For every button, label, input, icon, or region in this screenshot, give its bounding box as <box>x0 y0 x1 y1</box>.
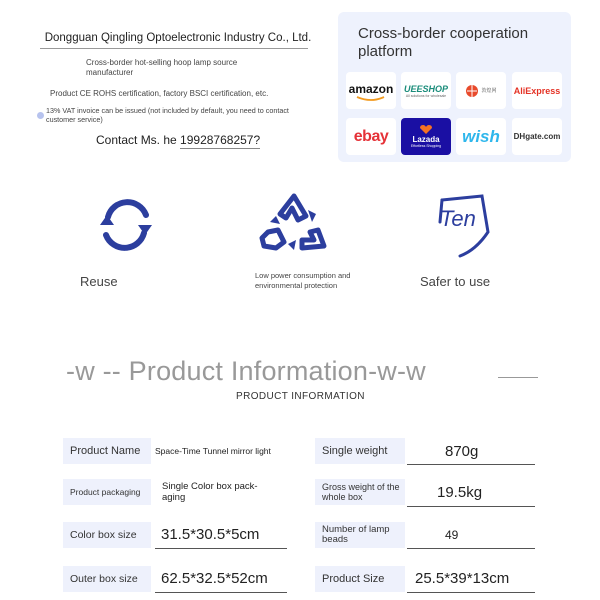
reuse-icon <box>94 193 158 257</box>
contact-phone[interactable]: 19928768257? <box>180 133 261 147</box>
ueeshop-logo-text: UEESHOP <box>403 83 448 94</box>
aliexpress-logo[interactable] <box>512 72 562 109</box>
label-gross-weight: Gross weight of the whole box <box>315 479 405 505</box>
feature-eco-label: Low power consumption and environmental protection <box>255 271 351 290</box>
cooperation-panel <box>338 12 571 162</box>
value-outer-box-size: 62.5*32.5*52cm <box>155 565 287 593</box>
wish-logo[interactable] <box>456 118 506 155</box>
ueeshop-logo[interactable] <box>401 72 451 109</box>
certification-text: Product CE ROHS certification, factory BSCI certification, etc. <box>50 89 269 98</box>
value-gross-weight: 19.5kg <box>407 479 535 507</box>
amazon-smile-icon <box>356 96 386 102</box>
product-info-title: -w -- Product Information-w-w <box>66 356 426 386</box>
label-lamp-beads: Number of lamp beads <box>315 522 405 548</box>
value-single-weight: 870g <box>407 438 535 465</box>
feature-safe-label: Safer to use <box>420 274 491 289</box>
manufacturer-text: Cross-border hot-selling hoop lamp source manufacturer <box>86 58 238 77</box>
wish-logo-text: wish <box>462 126 500 146</box>
lazada-logo-text: Lazada <box>412 135 440 144</box>
value-product-name: Space-Time Tunnel mirror light <box>155 446 271 456</box>
lazada-heart-icon <box>419 125 433 135</box>
vat-text: 13% VAT invoice can be issued (not included by default, you need to contact customer service) <box>46 106 289 124</box>
label-color-box-size: Color box size <box>63 522 151 548</box>
label-product-size: Product Size <box>315 566 405 592</box>
company-underline <box>40 48 308 49</box>
cooperation-title: Cross-border cooperation platform <box>358 25 529 60</box>
ebay-logo-text: ebay <box>353 127 389 145</box>
ueeshop-tagline: All solutions for wholesale <box>405 93 447 98</box>
dhgate-logo-text: DHgate.com <box>513 132 561 141</box>
company-name: Dongguan Qingling Optoelectronic Industry Co., Ltd. <box>44 32 312 44</box>
label-product-name: Product Name <box>63 438 151 464</box>
aliexpress-logo-text: AliExpress <box>513 85 561 96</box>
value-product-packaging: Single Color box pack-aging <box>162 481 258 503</box>
product-info-title-line <box>498 377 538 378</box>
dhgate-logo[interactable] <box>512 118 562 155</box>
bullet-dot <box>37 112 44 119</box>
value-color-box-size: 31.5*30.5*5cm <box>155 521 287 549</box>
value-product-size: 25.5*39*13cm <box>407 565 535 593</box>
lazada-tagline: Effortless Shopping <box>410 144 442 148</box>
amazon-logo-text: amazon <box>348 81 394 96</box>
dhgate-cn-logo[interactable] <box>456 72 506 109</box>
label-single-weight: Single weight <box>315 438 405 464</box>
label-outer-box-size: Outer box size <box>63 566 151 592</box>
feature-reuse-label: Reuse <box>80 274 118 289</box>
amazon-logo[interactable] <box>346 72 396 109</box>
contact-label: Contact Ms. he <box>96 133 181 147</box>
dhgate-globe-icon <box>465 84 479 98</box>
dhgate-cn-text: 敦煌网 <box>481 88 497 94</box>
recycle-icon <box>258 190 330 258</box>
ebay-logo[interactable] <box>346 118 396 155</box>
lazada-logo[interactable] <box>401 118 451 155</box>
label-product-packaging: Product packaging <box>63 479 151 505</box>
product-info-subtitle: PRODUCT INFORMATION <box>236 391 365 402</box>
value-lamp-beads: 49 <box>407 521 535 549</box>
shield-badge-text: Ten <box>440 206 476 231</box>
contact-line <box>96 133 260 147</box>
